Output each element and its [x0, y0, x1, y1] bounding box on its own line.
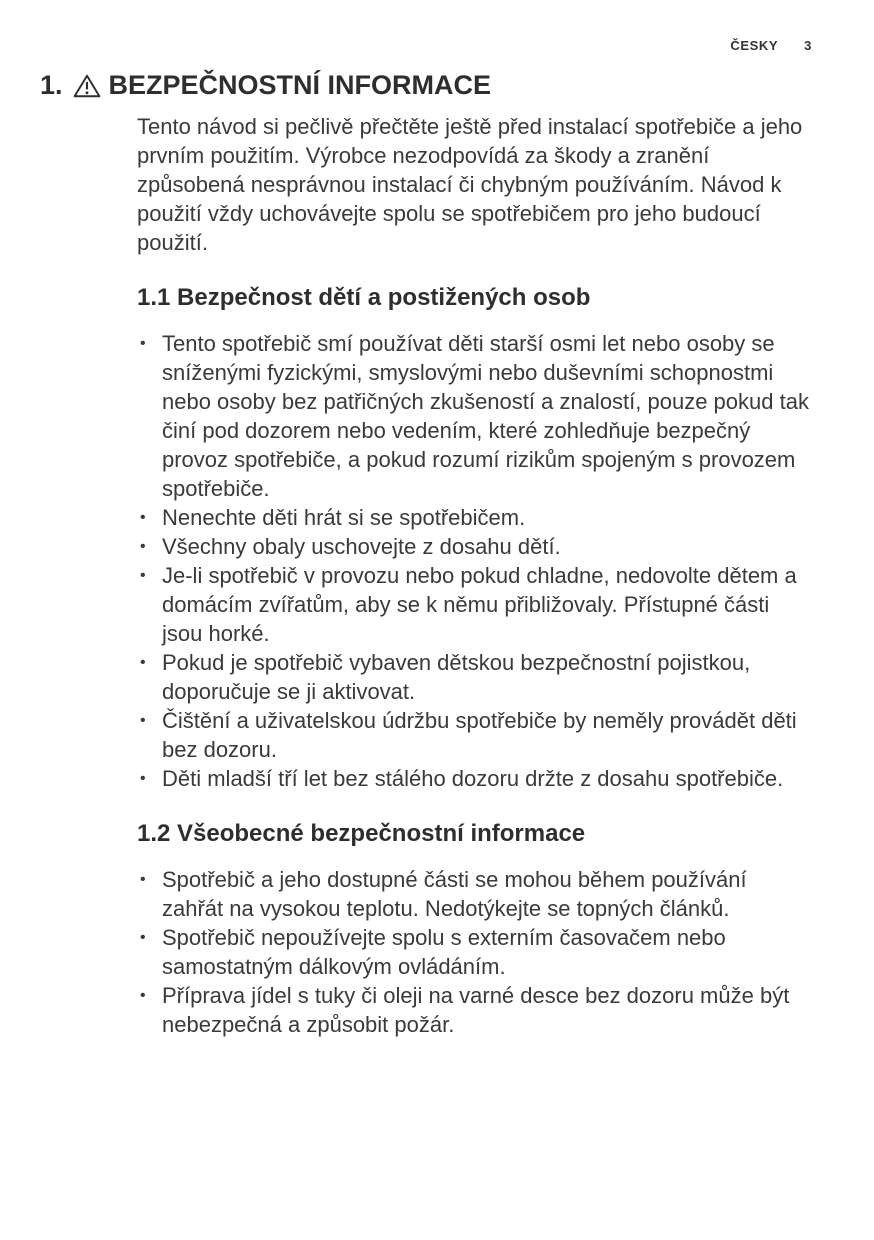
intro-paragraph: Tento návod si pečlivě přečtěte ještě před instalací spotřebiče a jeho prvním použitím. Výrobce nezodpovídá za škody a zranění způsobená nesprávnou instalací či chybným používáním. Návod k použití vždy uchovávejte spolu se spotřebičem pro jeho budoucí použití. — [137, 114, 803, 255]
list-item: • Děti mladší tří let bez stálého dozoru držte z dosahu spotřebiče. — [137, 764, 813, 793]
page-number: 3 — [804, 38, 812, 53]
safety-children-list — [137, 329, 813, 793]
list-item: • Pokud je spotřebič vybaven dětskou bezpečnostní pojistkou, doporučuje se ji aktivovat. — [137, 648, 813, 706]
list-item: • Spotřebič nepoužívejte spolu s externím časovačem nebo samostatným dálkovým ovládáním. — [137, 923, 813, 981]
list-item: • Je-li spotřebič v provozu nebo pokud chladne, nedovolte dětem a domácím zvířatům, aby se k němu přibližovaly. Přístupné části jsou horké. — [137, 561, 813, 648]
page-content — [137, 112, 813, 1039]
section-heading-1-1: 1.1 Bezpečnost dětí a postižených osob — [137, 284, 591, 311]
chapter-number: 1. — [40, 70, 63, 100]
warning-icon — [73, 73, 101, 99]
list-item: • Tento spotřebič smí používat děti starší osmi let nebo osoby se sníženými fyzickými, smyslovými nebo duševními schopnostmi nebo osoby bez patřičných zkušeností a znalostí, pouze pokud tak činí pod dozorem nebo vedením, které zohledňuje bezpečný provoz spotřebiče, a pokud rozumí rizikům spojeným s provozem spotřebiče. — [137, 329, 813, 503]
chapter-title: BEZPEČNOSTNÍ INFORMACE — [108, 70, 492, 100]
list-item: • Nenechte děti hrát si se spotřebičem. — [137, 503, 813, 532]
language-label: ČESKY — [730, 38, 779, 53]
general-safety-list — [137, 865, 813, 1039]
section-heading-1-2: 1.2 Všeobecné bezpečnostní informace — [137, 820, 586, 847]
list-item: • Spotřebič a jeho dostupné části se mohou během používání zahřát na vysokou teplotu. Nedotýkejte se topných článků. — [137, 865, 813, 923]
list-item: • Čištění a uživatelskou údržbu spotřebiče by neměly provádět děti bez dozoru. — [137, 706, 813, 764]
page-header — [40, 38, 814, 53]
list-item: • Všechny obaly uschovejte z dosahu dětí. — [137, 532, 813, 561]
list-item: • Příprava jídel s tuky či oleji na varné desce bez dozoru může být nebezpečná a způsobit požár. — [137, 981, 813, 1039]
chapter-heading — [40, 69, 814, 101]
